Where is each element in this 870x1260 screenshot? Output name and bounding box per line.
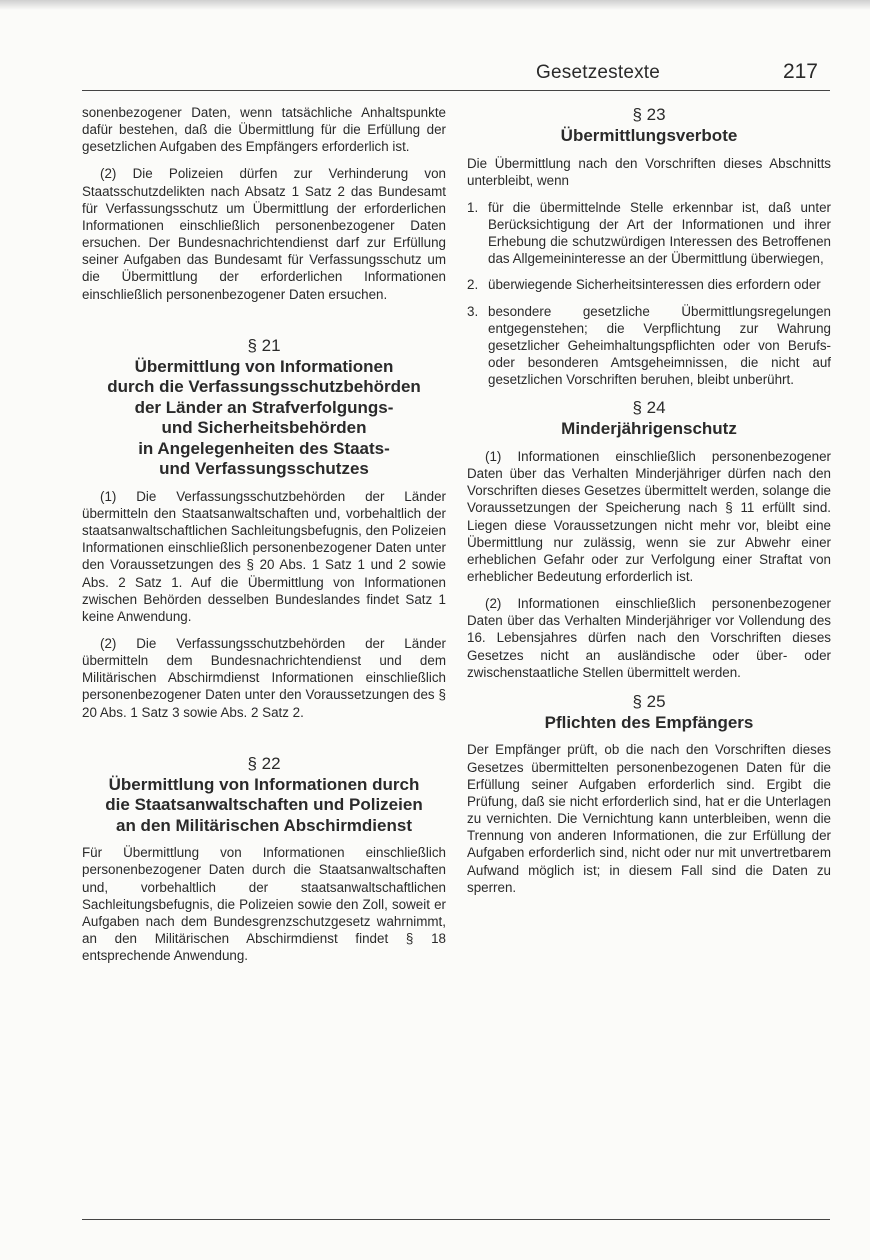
list-text: für die übermittelnde Stelle erkennbar ist, daß unter Berücksichtigung der Art der Informationen und ihrer Erhebung die schutzwürdigen Interessen des Betroffenen das Allgemeininteresse an der Übermittlung überwiegen, (488, 199, 831, 267)
title-line: und Verfassungsschutzes (159, 459, 369, 479)
section-25-number: § 25 (632, 691, 666, 711)
paragraph-20-2: (2) Die Polizeien dürfen zur Verhinderung von Staatsschutzdelikten nach Absatz 1 Satz 2 das Bundesamt für Verfassungsschutz um Übermittlung der erforderlichen Informationen einschließlich personenbezogener Daten ersuchen. Der Bundesnachrichtendienst darf zur Erfüllung seiner Aufgaben das Bundesamt für Verfassungsschutz um die Übermittlung der erforderlichen Informationen einschließlich personenbezogener Daten ersuchen. (82, 166, 446, 302)
list-text: überwiegende Sicherheitsinteressen dies erfordern oder (488, 277, 821, 293)
title-line: der Länder an Strafverfolgungs- (134, 397, 394, 417)
section-23-list (467, 199, 831, 389)
section-24-title (467, 419, 831, 440)
list-item (467, 303, 831, 389)
section-24-number: § 24 (632, 398, 666, 418)
section-21-title (82, 357, 446, 480)
section-23-title (467, 126, 831, 147)
title-line: durch die Verfassungsschutzbehörden (107, 377, 421, 397)
list-item (467, 276, 831, 293)
list-item (467, 199, 831, 268)
section-21-number: § 21 (247, 335, 281, 355)
title-line: Pflichten des Empfängers (544, 712, 754, 732)
section-24-paragraph-2: (2) Informationen einschließlich personenbezogener Daten über das Verhalten Minderjähriger vor Vollendung des 16. Lebensjahres dürfen nach den Vorschriften dieses Gesetzes nicht an ausländische oder über- oder zwischenstaatliche Stellen übermittelt werden. (467, 596, 831, 680)
section-24-paragraph-1: (1) Informationen einschließlich personenbezogener Daten über das Verhalten Minderjähriger dürfen nach den Vorschriften dieses Gesetzes übermittelt werden, solange die Voraussetzungen der Speicherung nach § 11 erfüllt sind. Liegen diese Voraussetzungen nicht mehr vor, bleibt eine Übermittlung nur zulässig, wenn sie zur Abwehr einer erheblichen Gefahr oder zur Verfolgung einer Straftat von erheblicher Bedeutung erforderlich ist. (467, 448, 831, 584)
title-line: Übermittlung von Informationen (134, 356, 394, 376)
section-25-title (467, 713, 831, 734)
section-22-number: § 22 (247, 753, 281, 773)
section-22-title (82, 775, 446, 837)
list-number: 3. (467, 303, 479, 319)
bottom-rule (82, 1219, 830, 1220)
section-23-intro: Die Übermittlung nach den Vorschriften dieses Abschnitts unterbleibt, wenn (467, 155, 831, 188)
section-21-paragraph-1: (1) Die Verfassungsschutzbehörden der Länder übermitteln den Staatsanwaltschaften und, vorbehaltlich der staatsanwaltschaftlichen Sachleitungsbefugnis, den Polizeien Informationen einschließlich personenbezogener Daten unter den Voraussetzungen des § 20 Abs. 1 Satz 1 und 2 sowie Abs. 2 Satz 1. Auf die Übermittlung von Informationen zwischen Behörden desselben Bundeslandes findet Satz 1 keine Anwendung. (82, 488, 447, 624)
running-header (82, 60, 830, 91)
list-number: 1. (467, 199, 479, 215)
title-line: Übermittlung von Informationen durch (108, 774, 420, 794)
title-line: in Angelegenheiten des Staats- (138, 438, 390, 458)
left-column (82, 104, 446, 974)
title-line: an den Militärischen Abschirmdienst (116, 815, 412, 835)
scan-edge (0, 0, 870, 10)
list-number: 2. (467, 277, 479, 293)
page-number: 217 (782, 60, 818, 83)
section-25-paragraph: Der Empfänger prüft, ob die nach den Vorschriften dieses Gesetzes übermittelten personenbezogenen Daten für die Erfüllung seiner Aufgaben erforderlich sind. Ergibt die Prüfung, daß sie nicht erforderlich sind, hat er die Unterlagen zu vernichten. Die Vernichtung kann unterbleiben, wenn die Trennung von anderen Informationen, die zur Erfüllung der Aufgaben erforderlich sind, nicht oder nur mit unvertretbarem Aufwand möglich ist; in diesem Fall sind die Daten zu sperren. (467, 742, 831, 895)
title-line: und Sicherheitsbehörden (161, 418, 367, 438)
right-column (467, 104, 831, 906)
title-line: Minderjährigenschutz (561, 419, 737, 439)
title-line: die Staatsanwaltschaften und Polizeien (105, 795, 423, 815)
title-line: Übermittlungsverbote (560, 126, 738, 145)
section-21-paragraph-2: (2) Die Verfassungsschutzbehörden der Länder übermitteln dem Bundesnachrichtendienst und dem Militärischen Abschirmdienst Informationen einschließlich personenbezogener Daten unter den Voraussetzungen des § 20 Abs. 1 Satz 3 sowie Abs. 2 Satz 2. (82, 635, 446, 720)
continuation-paragraph: sonenbezogener Daten, wenn tatsächliche Anhaltspunkte dafür bestehen, daß die Übermittlung für die Erfüllung der gesetzlichen Aufgaben des Empfängers erforderlich ist. (82, 105, 446, 155)
list-text: besondere gesetzliche Übermittlungsregelungen entgegenstehen; die Verpflichtung zur Wahrung gesetzlicher Geheimhaltungspflichten oder von Berufs- oder besonderen Amtsgeheimnissen, die nicht auf gesetzlichen Vorschriften beruhen, bleibt unberührt. (488, 303, 831, 388)
section-23-number: § 23 (632, 105, 666, 124)
running-title: Gesetzestexte (536, 62, 661, 83)
section-22-paragraph: Für Übermittlung von Informationen einschließlich personenbezogener Daten durch die Staatsanwaltschaften und, vorbehaltlich der staatsanwaltschaftlichen Sachleitungsbefugnis, die Polizeien sowie den Zoll, soweit er Aufgaben nach dem Bundesgrenzschutzgesetz wahrnimmt, an den Militärischen Abschirmdienst findet § 18 entsprechende Anwendung. (82, 845, 446, 964)
